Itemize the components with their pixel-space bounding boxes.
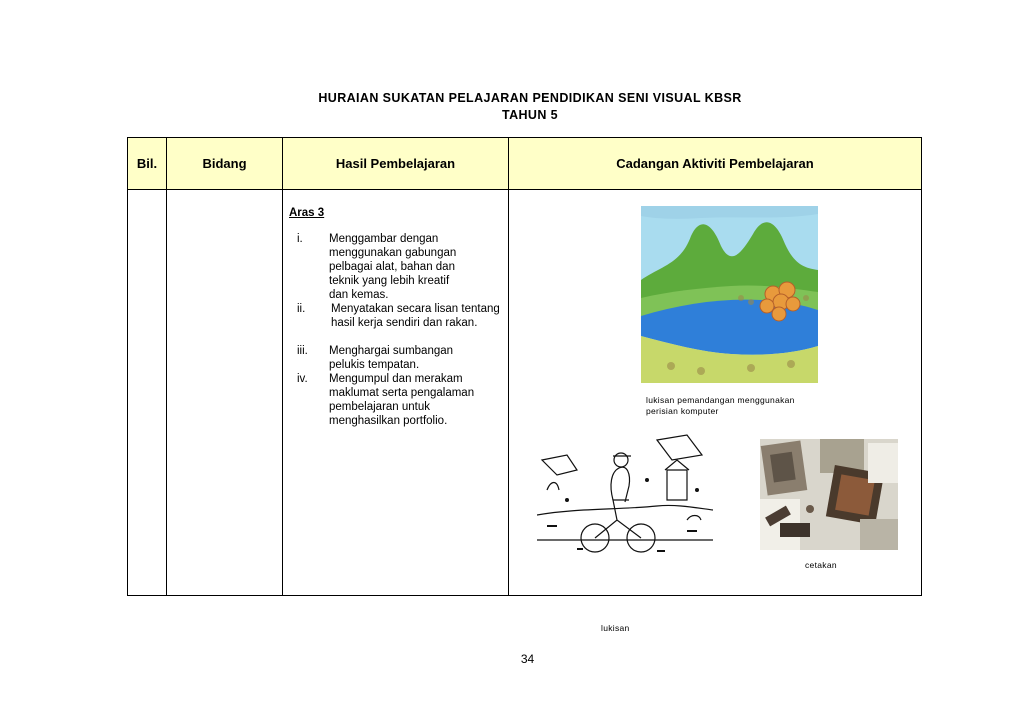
cell-hasil [283, 190, 509, 596]
print-photo-image [760, 439, 898, 550]
cell-bil [128, 190, 167, 596]
table-body-row [128, 190, 922, 596]
landscape-painting-image [641, 206, 818, 383]
line-drawing-image [537, 430, 713, 565]
item-number: iv. [297, 373, 308, 385]
caption-landscape: lukisan pemandangan menggunakan perisian komputer [646, 395, 795, 416]
cell-bidang [167, 190, 283, 596]
col-header-aktiviti: Cadangan Aktiviti Pembelajaran [509, 138, 922, 190]
item-text: Menyatakan secara lisan tentang hasil kerja sendiri dan rakan. [331, 303, 500, 329]
cell-aktiviti [509, 190, 922, 633]
item-number: ii. [297, 303, 306, 315]
item-number: iii. [297, 345, 308, 357]
item-text: Menggambar dengan menggunakan gabungan pelbagai alat, bahan dan teknik yang lebih kreatif dan kemas. [329, 233, 457, 301]
caption-drawing: lukisan [601, 623, 630, 633]
table-header-row [128, 138, 922, 190]
title-line-2: TAHUN 5 [501, 108, 559, 122]
col-header-bidang: Bidang [167, 138, 283, 190]
title-line-1: HURAIAN SUKATAN PELAJARAN PENDIDIKAN SENI VISUAL KBSR [318, 91, 742, 105]
item-number: i. [297, 233, 303, 245]
col-header-hasil: Hasil Pembelajaran [283, 138, 509, 190]
caption-print: cetakan [805, 560, 837, 570]
col-header-bil: Bil. [128, 138, 167, 190]
item-text: Mengumpul dan merakam maklumat serta pengalaman pembelajaran untuk menghasilkan portfolio. [329, 373, 475, 427]
aras-label: Aras 3 [289, 207, 325, 219]
document-title [0, 90, 1030, 124]
syllabus-table [127, 137, 922, 633]
page-number: 34 [520, 652, 535, 666]
item-text: Menghargai sumbangan pelukis tempatan. [329, 345, 454, 371]
